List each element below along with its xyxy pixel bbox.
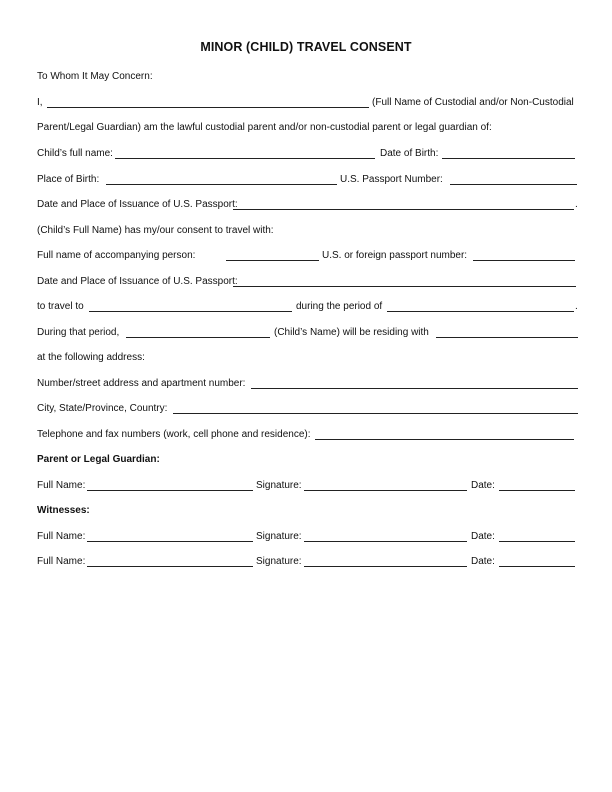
phone-label: Telephone and fax numbers (work, cell phone and residence):: [37, 429, 311, 440]
child-passport-issuance-label: Date and Place of Issuance of U.S. Passport:: [37, 199, 238, 210]
document-title: MINOR (CHILD) TRAVEL CONSENT: [200, 40, 412, 54]
witness-section-heading: Witnesses:: [37, 505, 90, 516]
intro-continuation: Parent/Legal Guardian) am the lawful custodial parent and/or non-custodial parent or legal guardian of:: [37, 122, 492, 133]
child-dob-label: Date of Birth:: [380, 148, 439, 159]
address-intro: at the following address:: [37, 352, 145, 363]
child-passport-number-label: U.S. Passport Number:: [340, 174, 443, 185]
companion-passport-issuance-field[interactable]: [233, 286, 576, 287]
companion-passport-number-label: U.S. or foreign passport number:: [322, 250, 468, 261]
parent-full-name-field[interactable]: [87, 490, 253, 491]
parent-section-heading: Parent or Legal Guardian:: [37, 454, 160, 465]
intro-prefix: I,: [37, 97, 43, 108]
witness-date-label: Date:: [471, 531, 495, 542]
witness-signature-label: Signature:: [256, 531, 302, 542]
period-mark: .: [575, 301, 578, 312]
consent-text: (Child’s Full Name) has my/our consent to travel with:: [37, 225, 274, 236]
child-full-name-label: Child’s full name:: [37, 148, 113, 159]
child-passport-number-field[interactable]: [450, 184, 577, 185]
period-mark: .: [575, 199, 578, 210]
salutation: To Whom It May Concern:: [37, 71, 153, 82]
witness-2-full-name-field[interactable]: [87, 566, 253, 567]
travel-period-label: during the period of: [296, 301, 383, 312]
witness-date-label: Date:: [471, 556, 495, 567]
child-place-of-birth-label: Place of Birth:: [37, 174, 100, 185]
street-address-field[interactable]: [251, 388, 578, 389]
city-field[interactable]: [173, 413, 578, 414]
travel-destination-field[interactable]: [89, 311, 292, 312]
street-address-label: Number/street address and apartment number:: [37, 378, 246, 389]
host-name-field[interactable]: [436, 337, 578, 338]
child-place-of-birth-field[interactable]: [106, 184, 337, 185]
companion-passport-number-field[interactable]: [473, 260, 575, 261]
parent-signature-field[interactable]: [304, 490, 467, 491]
witness-full-name-label: Full Name:: [37, 531, 86, 542]
witness-1-signature-field[interactable]: [304, 541, 467, 542]
witness-1-full-name-field[interactable]: [87, 541, 253, 542]
witness-2-date-field[interactable]: [499, 566, 575, 567]
child-passport-issuance-field[interactable]: [233, 209, 574, 210]
companion-name-field[interactable]: [226, 260, 319, 261]
child-name-field[interactable]: [126, 337, 270, 338]
during-period-label: During that period,: [37, 327, 120, 338]
witness-signature-label: Signature:: [256, 556, 302, 567]
companion-name-label: Full name of accompanying person:: [37, 250, 196, 261]
parent-name-field[interactable]: [47, 107, 369, 108]
witness-2-signature-field[interactable]: [304, 566, 467, 567]
companion-passport-issuance-label: Date and Place of Issuance of U.S. Passport:: [37, 276, 238, 287]
witness-full-name-label: Full Name:: [37, 556, 86, 567]
residing-with-label: (Child’s Name) will be residing with: [274, 327, 429, 338]
parent-signature-label: Signature:: [256, 480, 302, 491]
child-full-name-field[interactable]: [115, 158, 375, 159]
parent-date-label: Date:: [471, 480, 495, 491]
parent-date-field[interactable]: [499, 490, 575, 491]
travel-to-label: to travel to: [37, 301, 84, 312]
witness-1-date-field[interactable]: [499, 541, 575, 542]
city-label: City, State/Province, Country:: [37, 403, 168, 414]
child-dob-field[interactable]: [442, 158, 575, 159]
intro-suffix: (Full Name of Custodial and/or Non-Custodial: [372, 97, 574, 108]
travel-period-field[interactable]: [387, 311, 574, 312]
phone-field[interactable]: [315, 439, 574, 440]
parent-full-name-label: Full Name:: [37, 480, 86, 491]
